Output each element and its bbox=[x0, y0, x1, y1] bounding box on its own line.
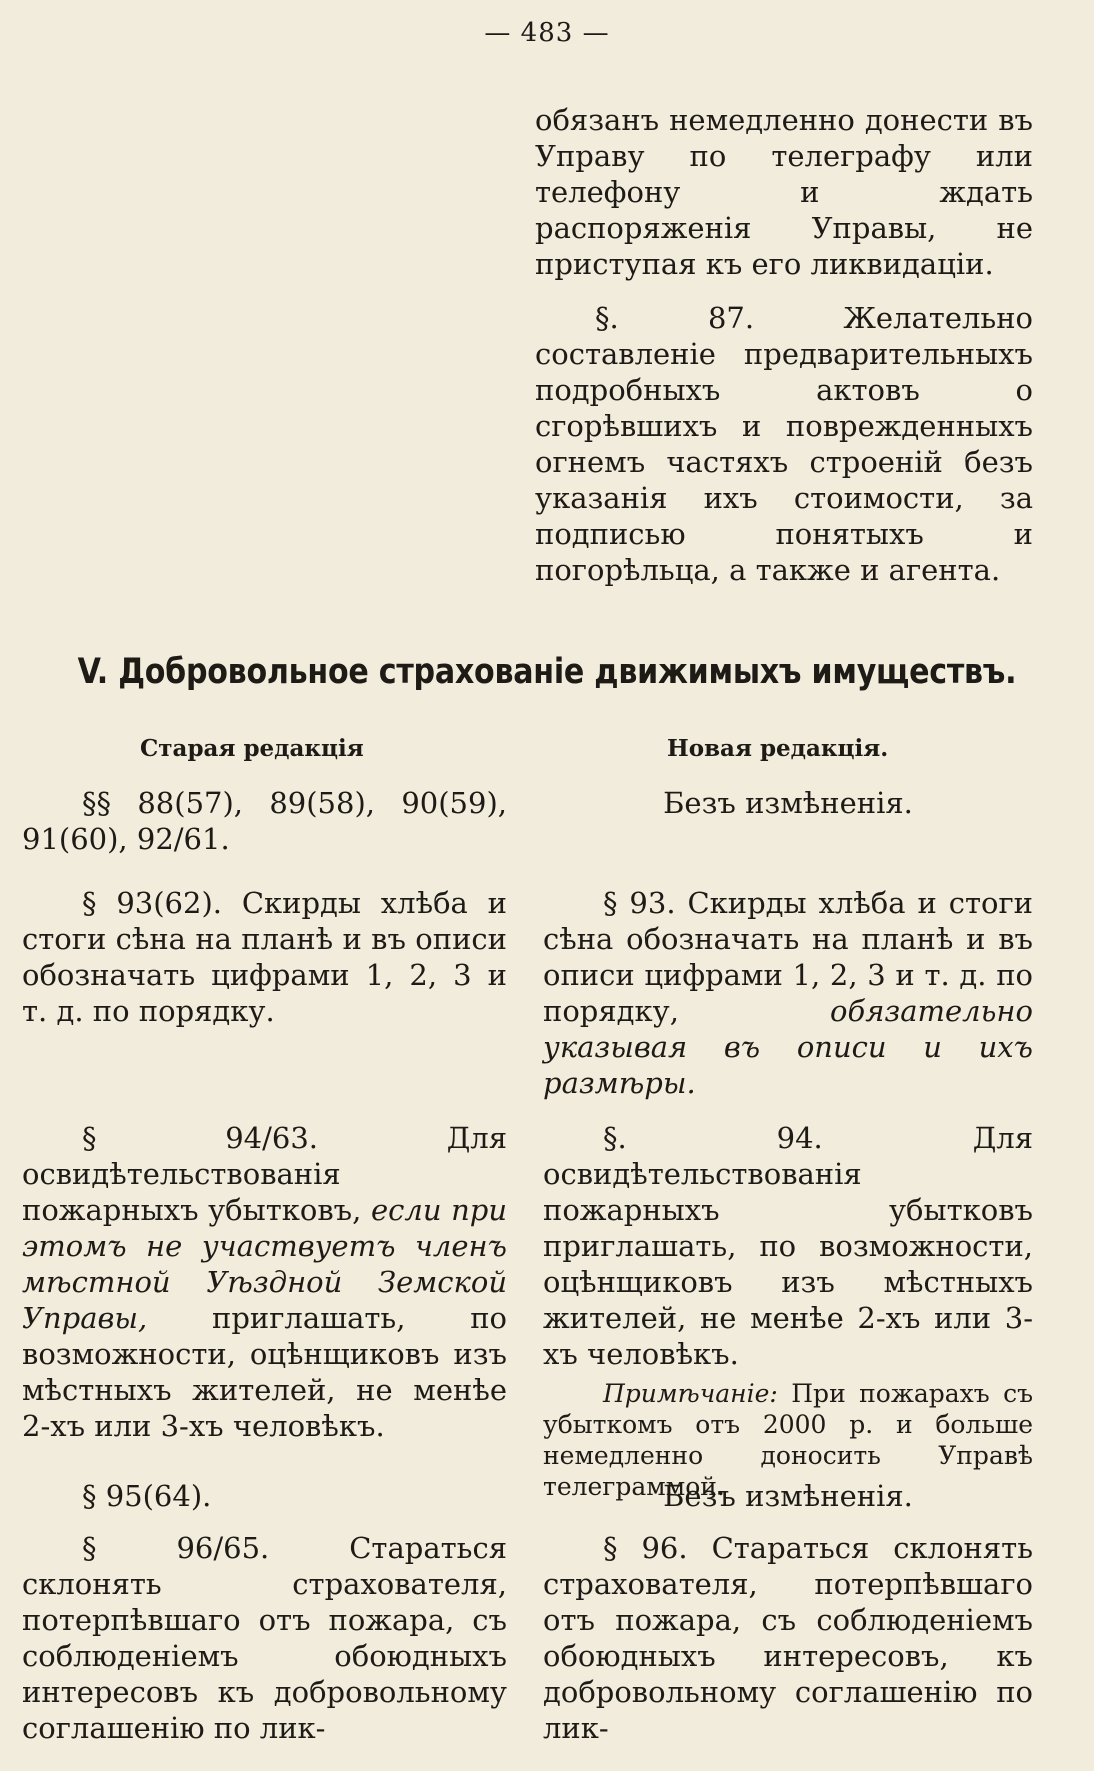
old-section-94-text-c: приглашать, по возможности, оцѣнщиковъ изъ мѣстныхъ жителей, не менѣе 2-хъ или 3-хъ человѣкъ. bbox=[22, 1301, 507, 1443]
new-section-93 bbox=[543, 885, 1033, 1101]
no-change-2: Безъ измѣненія. bbox=[663, 1479, 913, 1513]
old-row-4 bbox=[22, 1478, 507, 1514]
new-section-94: §. 94. Для освидѣтельствованія пожарныхъ убытковъ приглашать, по возможности, оцѣнщиковъ изъ мѣстныхъ жителей, не менѣе 2-хъ или 3-хъ человѣкъ. bbox=[543, 1121, 1033, 1371]
old-section-96: § 96/65. Стараться склонять страхователя, потерпѣвшаго отъ пожара, съ соблюденіемъ обоюдныхъ интересовъ къ добровольному соглашенію по лик- bbox=[22, 1531, 507, 1745]
note-label: Примѣчаніе: bbox=[603, 1379, 778, 1408]
page-number: — 483 — bbox=[484, 18, 610, 48]
old-section-94 bbox=[22, 1120, 507, 1444]
new-row-5 bbox=[543, 1530, 1033, 1746]
old-section-95: § 95(64). bbox=[82, 1479, 212, 1513]
note-text: При пожарахъ съ убыткомъ отъ 2000 р. и больше немедленно доносить Управѣ телеграммой. bbox=[543, 1379, 1033, 1501]
new-section-93-italic: обязательно указывая въ описи и ихъ размѣры. bbox=[543, 994, 1033, 1100]
paragraph-87: §. 87. Желательно составленіе предварительныхъ подробныхъ актовъ о сгорѣвшихъ и поврежденныхъ огнемъ частяхъ строеній безъ указанія ихъ стоимости, за подписью понятыхъ и погорѣльца, а также и агента. bbox=[535, 301, 1033, 587]
old-version-heading: Старая редакція bbox=[140, 735, 364, 762]
old-row-1 bbox=[22, 785, 507, 857]
old-row-5 bbox=[22, 1530, 507, 1746]
top-right-column bbox=[535, 102, 1033, 588]
old-sections-88-92: §§ 88(57), 89(58), 90(59), 91(60), 92/61. bbox=[22, 786, 507, 856]
no-change-1: Безъ измѣненія. bbox=[663, 786, 913, 820]
old-row-2 bbox=[22, 885, 507, 1029]
old-section-94-text-a: § 94/63. Для освидѣтельствованія пожарныхъ убытковъ, bbox=[22, 1121, 507, 1227]
old-section-93: § 93(62). Скирды хлѣба и стоги сѣна на планѣ и въ описи обозначать цифрами 1, 2, 3 и т. д. по порядку. bbox=[22, 886, 507, 1028]
section-title: V. Добровольное страхованіе движимыхъ имуществъ. bbox=[77, 652, 1017, 692]
new-version-heading: Новая редакція. bbox=[667, 735, 889, 762]
new-row-3 bbox=[543, 1120, 1033, 1502]
new-row-2 bbox=[543, 885, 1033, 1101]
new-row-1 bbox=[543, 785, 1033, 821]
continuation-paragraph: обязанъ немедленно донести въ Управу по телеграфу или телефону и ждать распоряженія Управы, не приступая къ его ликвидаціи. bbox=[535, 103, 1033, 281]
old-section-94-italic: если при этомъ не участвуетъ членъ мѣстной Уѣздной Земской Управы, bbox=[22, 1193, 508, 1335]
new-row-4 bbox=[543, 1478, 1033, 1514]
new-section-93-text: § 93. Скирды хлѣба и стоги сѣна обозначать на планѣ и въ описи цифрами 1, 2, 3 и т. д. по порядку, bbox=[543, 886, 1033, 1028]
old-row-3 bbox=[22, 1120, 507, 1444]
new-section-96: § 96. Стараться склонять страхователя, потерпѣвшаго отъ пожара, съ соблюденіемъ обоюдныхъ интересовъ, къ добровольному соглашенію по лик- bbox=[543, 1531, 1033, 1745]
